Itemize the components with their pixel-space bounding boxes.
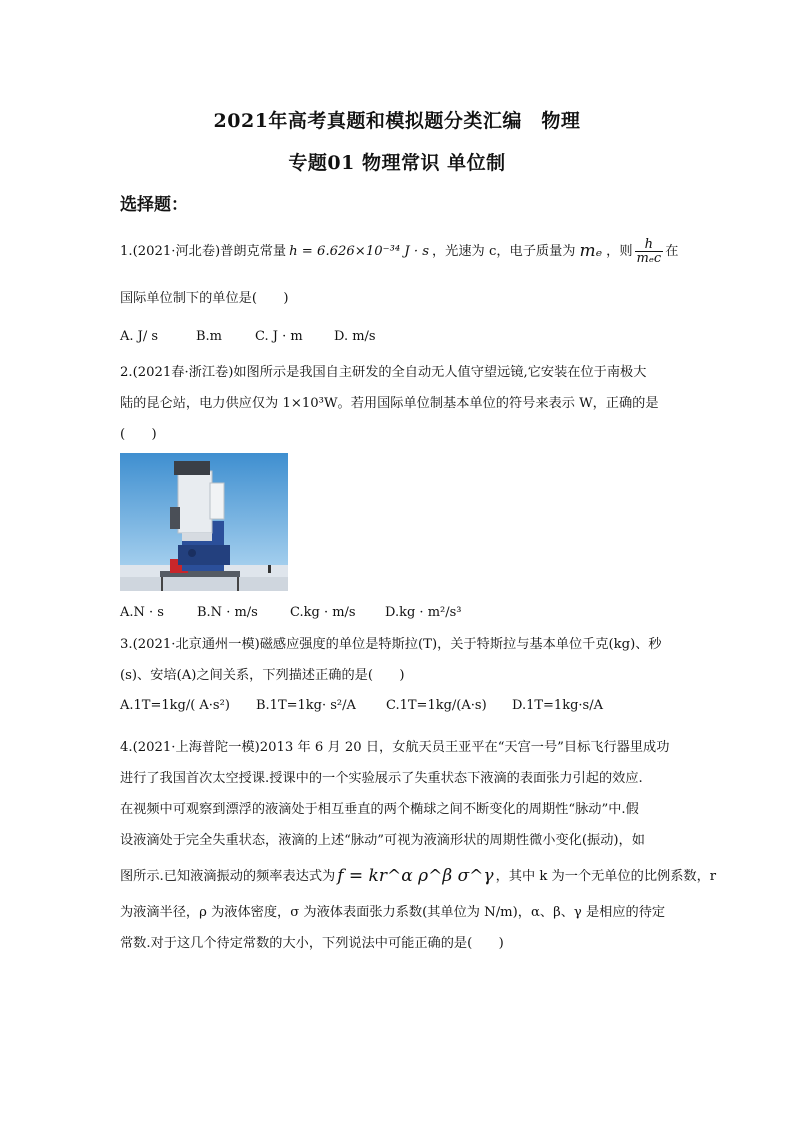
- question-2-line-2: 陆的昆仑站，电力供应仅为 1×10³W。若用国际单位制基本单位的符号来表示 W，正确的是: [120, 396, 659, 411]
- q3-option-d: D.1T=1kg·s/A: [512, 698, 603, 713]
- q3-option-c: C.1T=1kg/(A·s): [386, 698, 487, 713]
- q2-option-c: C.kg · m/s: [290, 605, 356, 620]
- q2-option-b: B.N · m/s: [197, 605, 258, 620]
- q1-text-c: ，则: [606, 243, 633, 259]
- fraction-numerator: h: [644, 237, 654, 252]
- section-label: 选择题：: [120, 195, 188, 215]
- telescope-illustration: [120, 453, 288, 591]
- q1-text-a: 1.(2021·河北卷)普朗克常量: [120, 243, 287, 259]
- q2-option-d: D.kg · m²/s³: [385, 605, 462, 620]
- question-3-line-2: (s)、安培(A)之间关系，下列描述正确的是( ): [120, 668, 405, 683]
- page-title: 2021年高考真题和模拟题分类汇编 物理: [213, 110, 581, 132]
- question-4-line-7: 常数.对于这几个待定常数的大小，下列说法中可能正确的是( ): [120, 936, 504, 951]
- fraction-denominator: mₑc: [636, 251, 662, 266]
- q1-text-d: 在: [665, 243, 679, 259]
- question-2-line-1: 2.(2021春·浙江卷)如图所示是我国自主研发的全自动无人值守望远镜,它安装在位于南极大: [120, 365, 647, 380]
- q2-option-a: A.N · s: [120, 605, 164, 620]
- planck-constant: h = 6.626×10⁻³⁴ J · s: [289, 243, 429, 259]
- telescope-photo: [120, 453, 288, 591]
- question-2-line-3: ( ): [120, 427, 157, 442]
- q1-option-c: C. J · m: [255, 329, 303, 344]
- q4-text-a: 图所示.已知液滴振动的频率表达式为: [120, 868, 336, 884]
- question-1-line-1: [120, 238, 678, 265]
- q4-text-b: ，其中 k 为一个无单位的比例系数，r: [495, 868, 717, 884]
- question-3-line-1: 3.(2021·北京通州一模)磁感应强度的单位是特斯拉(T)，关于特斯拉与基本单位千克(kg)、秒: [120, 637, 662, 652]
- q1-text-b: ，光速为 c，电子质量为: [432, 243, 576, 259]
- question-4-line-1: 4.(2021·上海普陀一模)2013 年 6 月 20 日，女航天员王亚平在“天宫一号”目标飞行器里成功: [120, 740, 670, 755]
- question-4-line-5: [120, 868, 716, 885]
- page-subtitle: 专题01 物理常识 单位制: [288, 152, 506, 174]
- question-4-line-6: 为液滴半径，ρ 为液体密度，σ 为液体表面张力系数(其单位为 N/m)，α、β、γ 是相应的待定: [120, 905, 666, 920]
- question-4-line-3: 在视频中可观察到漂浮的液滴处于相互垂直的两个椭球之间不断变化的周期性“脉动”中.假: [120, 802, 639, 817]
- q1-option-a: A. J/ s: [120, 329, 159, 344]
- question-4-line-2: 进行了我国首次太空授课.授课中的一个实验展示了失重状态下液滴的表面张力引起的效应.: [120, 771, 643, 786]
- q3-option-b: B.1T=1kg· s²/A: [256, 698, 356, 713]
- question-4-line-4: 设液滴处于完全失重状态，液滴的上述“脉动”可视为液滴形状的周期性微小变化(振动)，如: [120, 833, 645, 848]
- frequency-formula: f = kr^α ρ^β σ^γ: [337, 866, 494, 886]
- fraction-h-over-mec: [635, 238, 664, 265]
- question-1-line-2: 国际单位制下的单位是( ): [120, 291, 289, 306]
- q1-option-d: D. m/s: [334, 329, 376, 344]
- electron-mass-symbol: mₑ: [579, 241, 603, 261]
- q3-option-a: A.1T=1kg/( A·s²): [120, 698, 230, 713]
- q1-option-b: B.m: [196, 329, 223, 344]
